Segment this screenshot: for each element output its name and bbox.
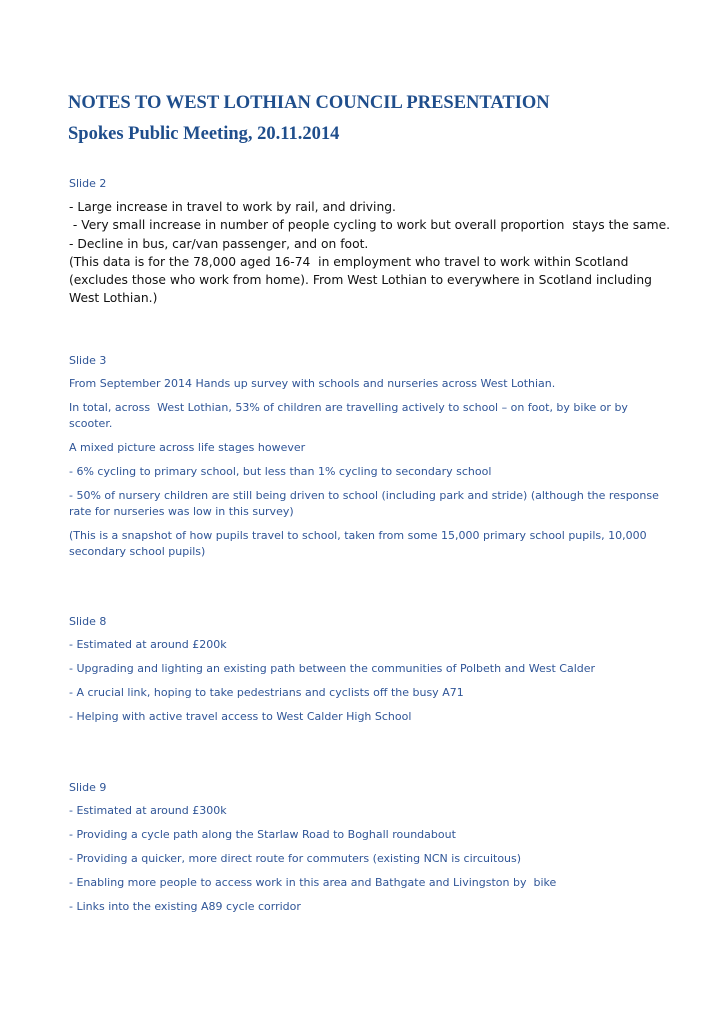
slide-9-paragraph: - Enabling more people to access work in this area and Bathgate and Livingston by bike — [69, 876, 557, 889]
slide-8-section — [69, 614, 659, 725]
document-subtitle: Spokes Public Meeting, 20.11.2014 — [68, 124, 340, 144]
slide-9-paragraph: - Providing a quicker, more direct route for commuters (existing NCN is circuitous) — [69, 852, 522, 865]
slide-3-paragraph: - 50% of nursery children are still being driven to school (including park and stride) (although the response rate for nurseries was low in this survey) — [69, 489, 659, 518]
slide-2-notes — [69, 198, 671, 308]
slide-9-paragraph: - Links into the existing A89 cycle corridor — [69, 900, 301, 913]
slide-3-paragraph: In total, across West Lothian, 53% of children are travelling actively to school – on foot, by bike or by scooter. — [69, 401, 632, 430]
slide-8-paragraph: - Helping with active travel access to West Calder High School — [69, 710, 412, 723]
slide-3-paragraph: From September 2014 Hands up survey with schools and nurseries across West Lothian. — [69, 377, 556, 390]
slide-9-label: Slide 9 — [69, 781, 107, 794]
slide-8-paragraph: - Upgrading and lighting an existing path between the communities of Polbeth and West Calder — [69, 662, 596, 675]
slide-9-paragraph: - Estimated at around £300k — [69, 804, 227, 817]
slide-3-paragraph: - 6% cycling to primary school, but less than 1% cycling to secondary school — [69, 465, 492, 478]
slide-2-line: West Lothian.) — [69, 291, 158, 306]
slide-2-section — [69, 176, 671, 308]
slide-2-line: - Very small increase in number of people cycling to work but overall proportion stays the same. — [69, 218, 671, 233]
slide-3-paragraph: (This is a snapshot of how pupils travel to school, taken from some 15,000 primary school pupils, 10,000 secondary school pupils) — [69, 529, 647, 558]
slide-8-paragraph: - Estimated at around £200k — [69, 638, 227, 651]
slide-2-line: (excludes those who work from home). From West Lothian to everywhere in Scotland including — [69, 273, 652, 288]
slide-2-line: - Large increase in travel to work by rail, and driving. — [69, 200, 396, 214]
slide-3-paragraph: A mixed picture across life stages however — [69, 441, 306, 454]
slide-2-line: - Decline in bus, car/van passenger, and on foot. — [69, 236, 369, 251]
slide-3-section — [69, 353, 659, 560]
slide-8-paragraph: - A crucial link, hoping to take pedestrians and cyclists off the busy A71 — [69, 686, 464, 699]
slide-9-section — [69, 780, 659, 915]
slide-9-paragraph: - Providing a cycle path along the Starlaw Road to Boghall roundabout — [69, 828, 456, 841]
slide-2-line: (This data is for the 78,000 aged 16-74 in employment who travel to work within Scotland — [69, 254, 629, 269]
slide-8-label: Slide 8 — [69, 615, 107, 628]
document-title: NOTES TO WEST LOTHIAN COUNCIL PRESENTATION — [68, 93, 550, 113]
slide-2-label: Slide 2 — [69, 177, 107, 190]
slide-3-label: Slide 3 — [69, 354, 107, 367]
